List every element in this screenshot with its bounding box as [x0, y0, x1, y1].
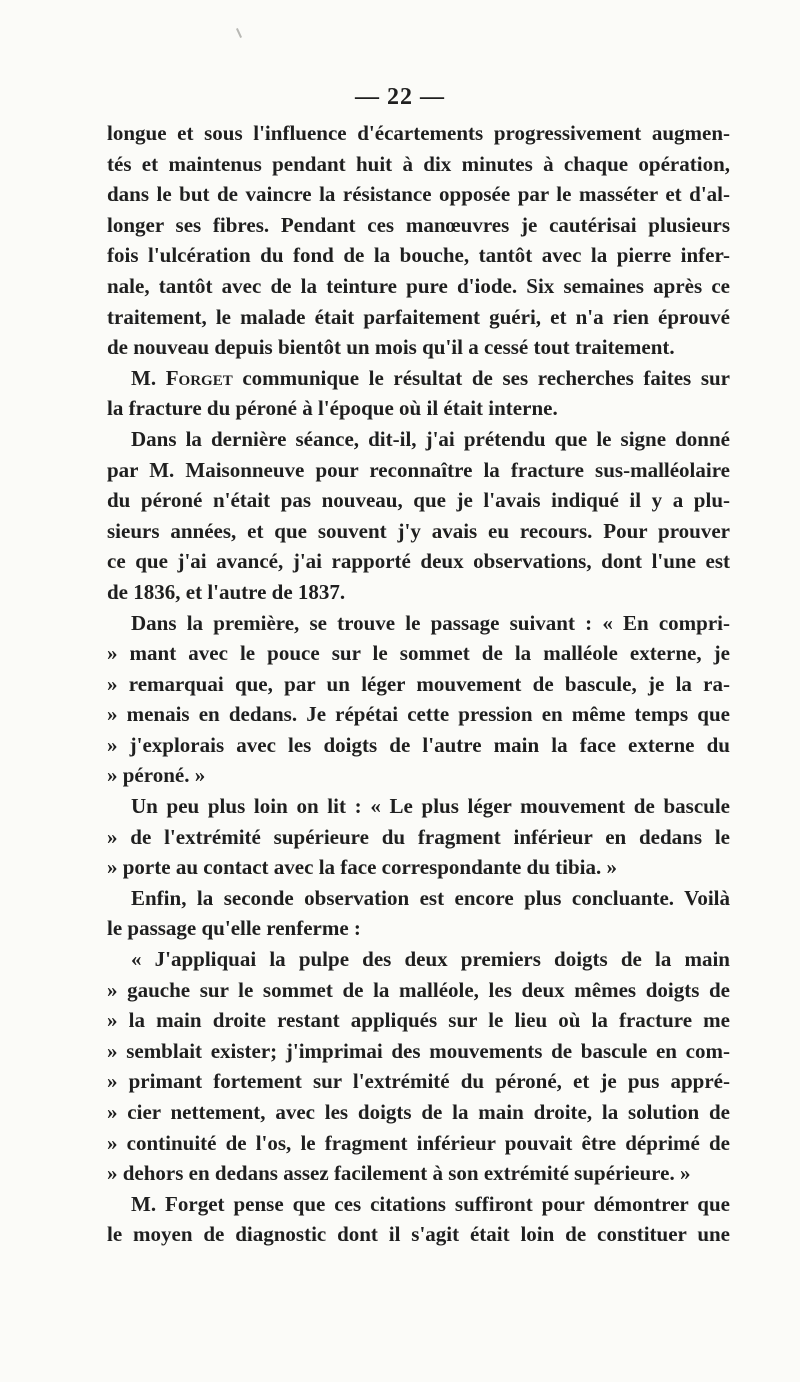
- text-line: longer ses fibres. Pendant ces manœuvres je cautérisai plusieurs: [107, 212, 730, 237]
- text-line: Enfin, la seconde observation est encore plus concluante. Voilà: [131, 885, 730, 910]
- text-line: » menais en dedans. Je répétai cette pression en même temps que: [107, 702, 730, 727]
- text-line: M. Forget communique le résultat de ses recherches faites sur: [131, 365, 730, 390]
- text-line: » primant fortement sur l'extrémité du péroné, et je pus appré-: [107, 1069, 730, 1094]
- text-line: » de l'extrémité supérieure du fragment inférieur en dedans le: [107, 824, 730, 849]
- text-line: » j'explorais avec les doigts de l'autre main la face externe du: [107, 732, 730, 757]
- text-line: le passage qu'elle renferme :: [107, 916, 361, 941]
- page-number: — 22 —: [355, 84, 445, 110]
- text-line: » péroné. »: [107, 763, 206, 788]
- text-line: M. Forget pense que ces citations suffiront pour démontrer que: [131, 1191, 730, 1216]
- text-line: de 1836, et l'autre de 1837.: [107, 579, 346, 604]
- text-line: Dans la dernière séance, dit-il, j'ai prétendu que le signe donné: [131, 426, 730, 451]
- text-line: fois l'ulcération du fond de la bouche, tantôt avec la pierre infer-: [107, 243, 730, 268]
- text-line: » porte au contact avec la face correspondante du tibia. »: [107, 855, 617, 880]
- text-line: traitement, le malade était parfaitement guéri, et n'a rien éprouvé: [107, 304, 730, 329]
- text-line: tés et maintenus pendant huit à dix minutes à chaque opération,: [107, 151, 730, 176]
- text-line: la fracture du péroné à l'époque où il était interne.: [107, 396, 558, 421]
- text-line: » gauche sur le sommet de la malléole, les deux mêmes doigts de: [107, 977, 730, 1002]
- text-line: » la main droite restant appliqués sur le lieu où la fracture me: [107, 1008, 730, 1033]
- text-line: » continuité de l'os, le fragment inférieur pouvait être déprimé de: [107, 1130, 730, 1155]
- text-line: « J'appliquai la pulpe des deux premiers doigts de la main: [131, 947, 730, 972]
- text-line: » mant avec le pouce sur le sommet de la malléole externe, je: [107, 641, 730, 666]
- text-line: » remarquai que, par un léger mouvement de bascule, je la ra-: [107, 671, 730, 696]
- text-line: » cier nettement, avec les doigts de la main droite, la solution de: [107, 1100, 730, 1124]
- text-line: par M. Maisonneuve pour reconnaître la fracture sus-malléolaire: [107, 457, 730, 482]
- text-line: longue et sous l'influence d'écartements progressivement augmen-: [107, 121, 730, 145]
- text-line: de nouveau depuis bientôt un mois qu'il a cessé tout traitement.: [107, 335, 675, 360]
- text-line: sieurs années, et que souvent j'y avais eu recours. Pour prouver: [107, 518, 730, 543]
- text-line: » dehors en dedans assez facilement à son extrémité supérieure. »: [107, 1161, 691, 1186]
- text-line: Dans la première, se trouve le passage suivant : « En compri-: [131, 610, 730, 635]
- scan-speck: [236, 28, 242, 38]
- text-line: nale, tantôt avec de la teinture pure d'iode. Six semaines après ce: [107, 273, 730, 298]
- body-text: [107, 118, 730, 1250]
- text-line: » semblait exister; j'imprimai des mouvements de bascule en com-: [107, 1038, 730, 1063]
- text-line: Un peu plus loin on lit : « Le plus léger mouvement de bascule: [131, 794, 730, 819]
- text-line: du péroné n'était pas nouveau, que je l'avais indiqué il y a plu-: [107, 488, 730, 513]
- text-line: dans le but de vaincre la résistance opposée par le masséter et d'al-: [107, 182, 730, 207]
- text-line: le moyen de diagnostic dont il s'agit était loin de constituer une: [107, 1222, 730, 1247]
- text-line: ce que j'ai avancé, j'ai rapporté deux observations, dont l'une est: [107, 549, 730, 574]
